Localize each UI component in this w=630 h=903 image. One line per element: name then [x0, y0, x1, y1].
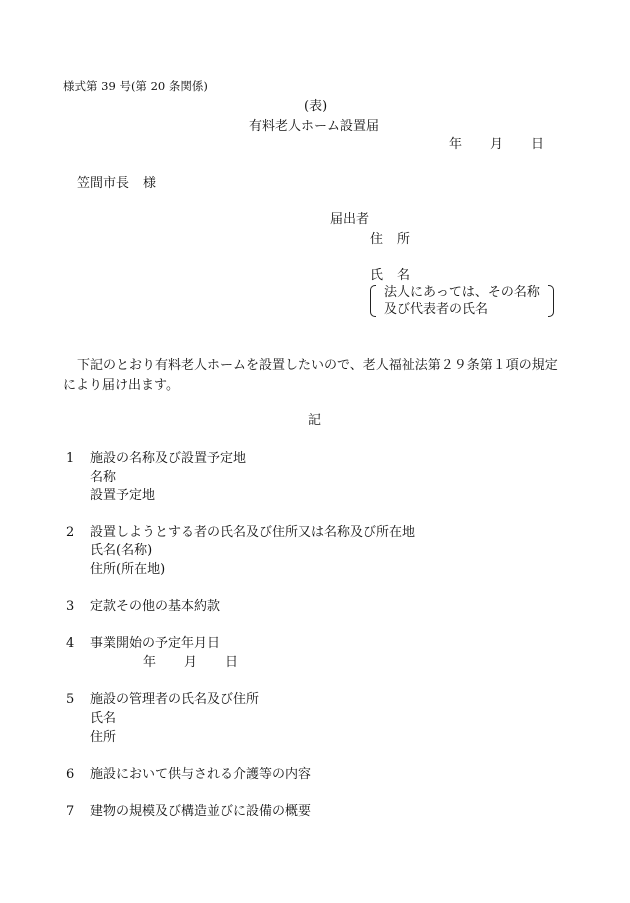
- item-number-1: 1: [66, 451, 75, 466]
- note-line-1: 法人にあっては、その名称: [384, 285, 540, 300]
- item-number-4: 4: [66, 636, 75, 651]
- item-text-6: 施設において供与される介護等の内容: [90, 767, 312, 782]
- item-5-sub-1: 氏名: [90, 711, 117, 726]
- date-day: 日: [531, 137, 545, 152]
- item-text-7: 建物の規模及び構造並びに設備の概要: [90, 804, 312, 819]
- body-paragraph: [63, 356, 583, 396]
- left-bracket: [370, 285, 376, 317]
- right-bracket: [548, 285, 554, 317]
- addressee: [77, 176, 156, 192]
- submission-date: [449, 137, 544, 153]
- date-year: 年: [449, 137, 463, 152]
- body-line-2: により届け出ます。: [63, 378, 179, 393]
- document-title: 有料老人ホーム設置届: [249, 119, 380, 134]
- applicant-name-label: [370, 268, 410, 284]
- form-number: 様式第 39 号(第 20 条関係): [63, 79, 208, 93]
- ki-heading: 記: [308, 413, 322, 428]
- item-2-sub-2: 住所(所在地): [90, 562, 166, 577]
- addressee-name: 笠間市長: [77, 176, 130, 191]
- item-text-5: 施設の管理者の氏名及び住所: [90, 692, 260, 707]
- sched-month: 月: [184, 655, 198, 670]
- item-number-5: 5: [66, 692, 75, 707]
- item-number-3: 3: [66, 599, 75, 614]
- item-1-sub-1: 名称: [90, 470, 117, 485]
- addressee-honorific: 様: [143, 176, 157, 191]
- name-char-2: 名: [397, 268, 411, 283]
- date-month: 月: [490, 137, 504, 152]
- item-text-3: 定款その他の基本約款: [90, 599, 221, 614]
- item-2-sub-1: 氏名(名称): [90, 543, 153, 558]
- sched-year: 年: [143, 655, 157, 670]
- document-tag: (表): [304, 99, 328, 114]
- note-line-2: 及び代表者の氏名: [384, 302, 489, 317]
- applicant-label: 届出者: [330, 212, 370, 227]
- address-char-2: 所: [397, 232, 411, 247]
- item-number-2: 2: [66, 525, 75, 540]
- item-1-sub-2: 設置予定地: [90, 488, 156, 503]
- address-char-1: 住: [370, 232, 384, 247]
- item-5-sub-2: 住所: [90, 730, 117, 745]
- name-char-1: 氏: [370, 268, 384, 283]
- sched-day: 日: [225, 655, 239, 670]
- applicant-address-label: [370, 232, 410, 248]
- corporate-name-note: [370, 284, 554, 318]
- item-text-4: 事業開始の予定年月日: [90, 636, 221, 651]
- item-number-7: 7: [66, 804, 75, 819]
- item-number-6: 6: [66, 767, 75, 782]
- body-line-1: 下記のとおり有料老人ホームを設置したいので、老人福祉法第２９条第１項の規定: [77, 358, 558, 373]
- item-text-2: 設置しようとする者の氏名及び住所又は名称及び所在地: [90, 525, 416, 540]
- scheduled-start-date: [143, 655, 238, 671]
- item-text-1: 施設の名称及び設置予定地: [90, 451, 247, 466]
